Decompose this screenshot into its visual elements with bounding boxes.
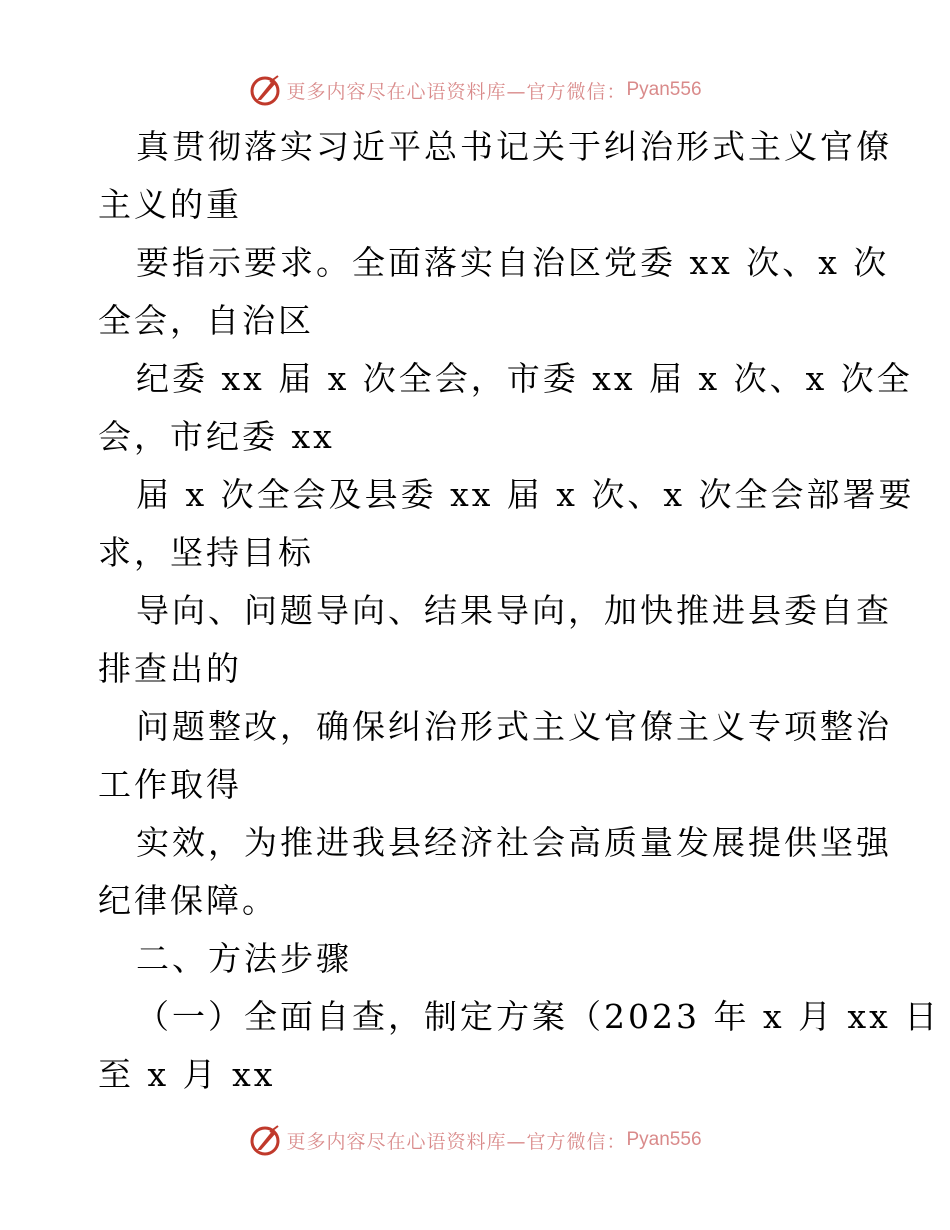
body-line: 纪委 xx 届 x 次全会，市委 xx 届 x 次、x 次全 bbox=[136, 359, 913, 398]
body-line: 实效，为推进我县经济社会高质量发展提供坚强 bbox=[136, 823, 892, 862]
body-line: 真贯彻落实习近平总书记关于纠治形式主义官僚 bbox=[136, 127, 892, 166]
body-line: 要指示要求。全面落实自治区党委 xx 次、x 次 bbox=[136, 243, 890, 282]
watermark-text: 更多内容尽在心语资料库—官方微信： bbox=[286, 1130, 627, 1153]
section-heading: 二、方法步骤 bbox=[136, 939, 352, 978]
body-line: 求，坚持目标 bbox=[98, 533, 314, 572]
body-line: 全会，自治区 bbox=[98, 301, 314, 340]
header-watermark bbox=[0, 70, 950, 110]
document-body bbox=[98, 118, 941, 1104]
body-line: 届 x 次全会及县委 xx 届 x 次、x 次全会部署要 bbox=[136, 475, 915, 514]
body-line: 至 x 月 xx bbox=[98, 1055, 276, 1094]
body-line: 工作取得 bbox=[98, 765, 242, 804]
body-line: 问题整改，确保纠治形式主义官僚主义专项整治 bbox=[136, 707, 892, 746]
watermark-text: 更多内容尽在心语资料库—官方微信： bbox=[286, 80, 627, 103]
body-line: 导向、问题导向、结果导向，加快推进县委自查 bbox=[136, 591, 892, 630]
quill-pen-circle-icon bbox=[248, 1123, 282, 1157]
body-line: 纪律保障。 bbox=[98, 881, 278, 920]
body-line: 排查出的 bbox=[98, 649, 242, 688]
body-line: 会，市纪委 xx bbox=[98, 417, 335, 456]
watermark-wechat-id: Pyan556 bbox=[626, 1129, 702, 1150]
subsection-heading: （一）全面自查，制定方案（2023 年 x 月 xx 日 bbox=[136, 997, 941, 1036]
footer-watermark bbox=[0, 1120, 950, 1160]
watermark-wechat-id: Pyan556 bbox=[626, 79, 702, 100]
quill-pen-circle-icon bbox=[248, 73, 282, 107]
body-line: 主义的重 bbox=[98, 185, 242, 224]
